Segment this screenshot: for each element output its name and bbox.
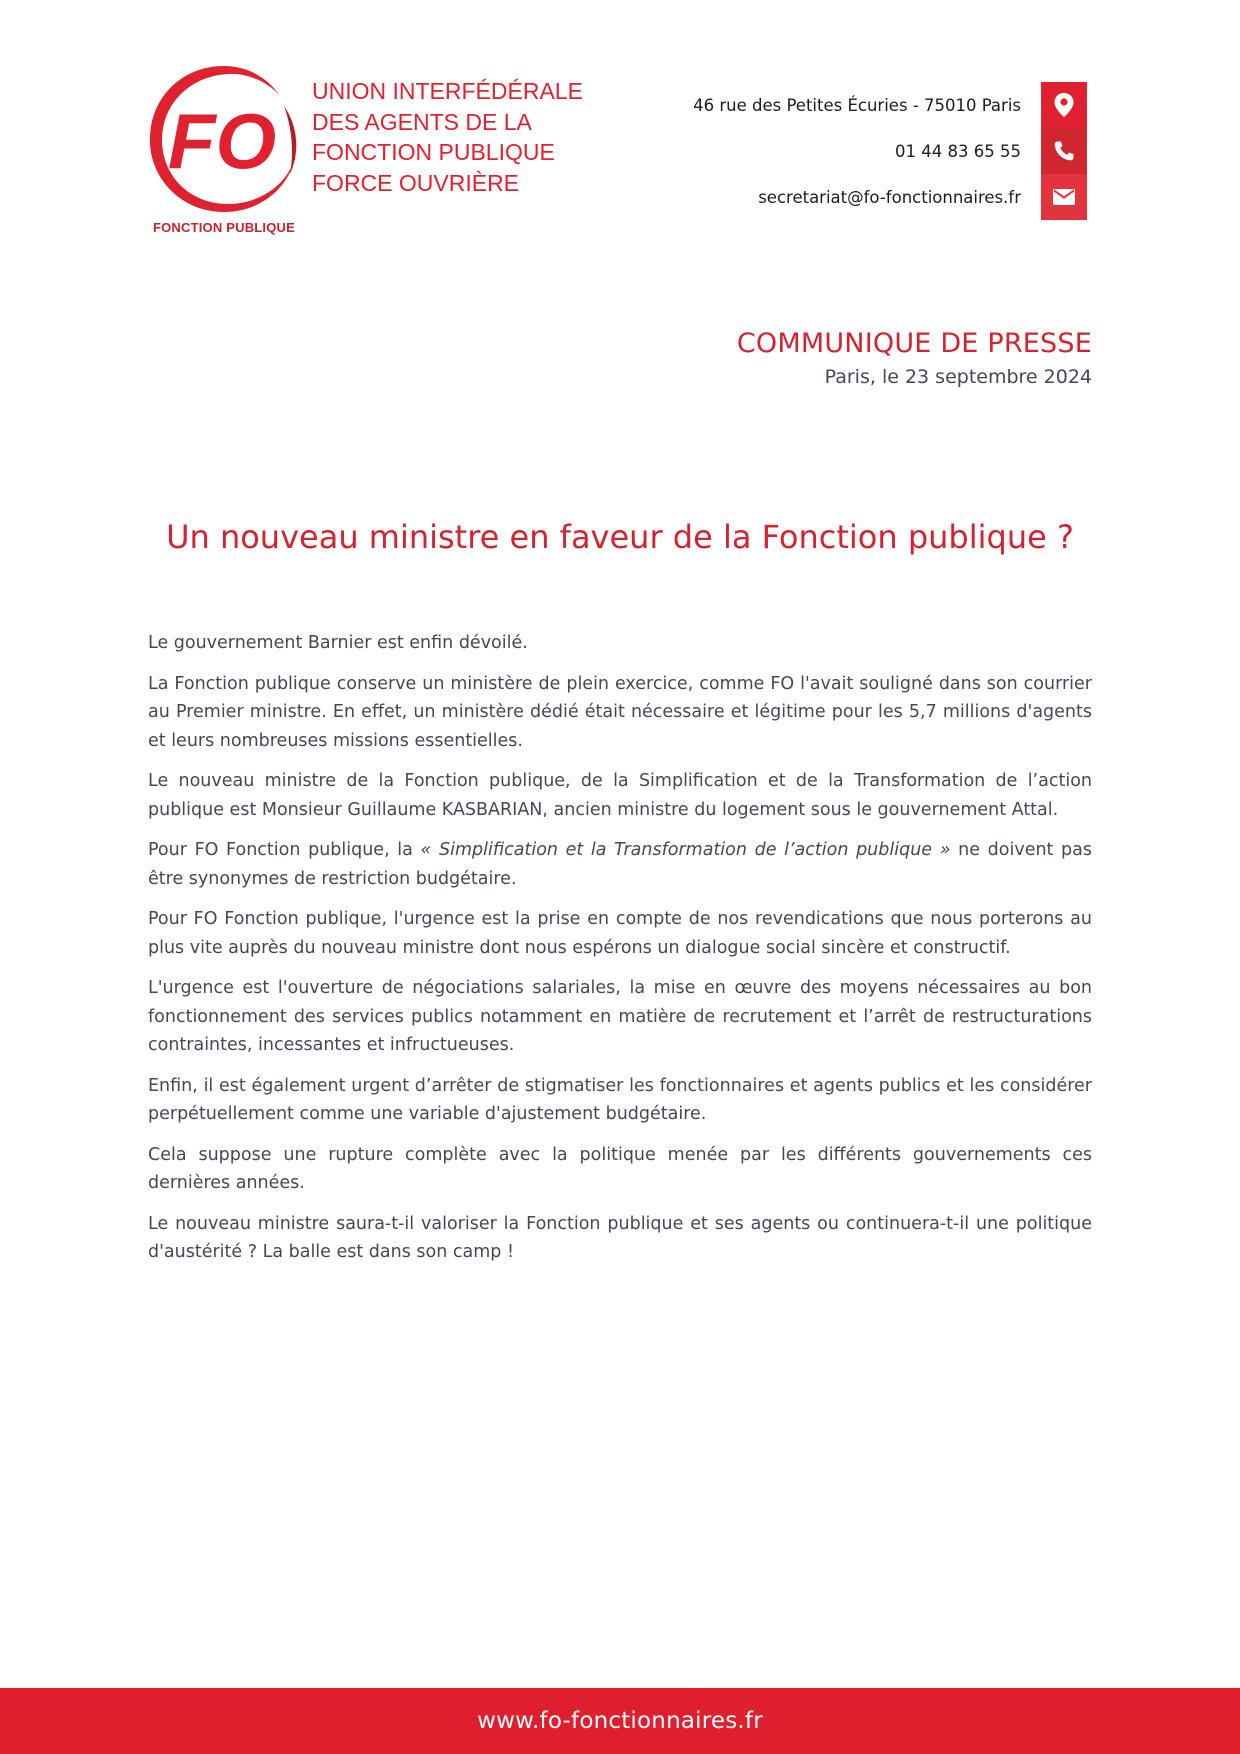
- contact-email[interactable]: secretariat@fo-fonctionnaires.fr: [758, 187, 1021, 207]
- press-release-header: [737, 326, 1092, 392]
- map-pin-icon: [1041, 82, 1087, 128]
- fo-logo-icon: [144, 60, 304, 220]
- paragraph: Pour FO Fonction publique, l'urgence est la prise en compte de nos revendications que nous porterons au plus vite auprès du nouveau ministre dont nous espérons un dialogue social sincère et constructif.: [148, 909, 1092, 958]
- website-link[interactable]: www.fo-fonctionnaires.fr: [477, 1708, 763, 1734]
- headline: Un nouveau ministre en faveur de la Fonction publique ?: [166, 518, 1074, 556]
- paragraph: Le gouvernement Barnier est enfin dévoilé.: [148, 633, 528, 653]
- quoted-ministry-title: « Simplification et la Transformation de l’action publique »: [420, 840, 951, 860]
- org-name-line: DES AGENTS DE LA: [312, 108, 532, 135]
- paragraph-text: ne doivent pas être synonymes de restriction budgétaire.: [148, 840, 1093, 889]
- press-release-title: COMMUNIQUE DE PRESSE: [736, 328, 1092, 359]
- contact-email-row: [567, 174, 1087, 220]
- contact-phone: 01 44 83 65 55: [895, 141, 1021, 161]
- paragraph: Le nouveau ministre saura-t-il valoriser la Fonction publique et ses agents ou continuera-t-il une politique d'austérité ? La balle est dans son camp !: [148, 1213, 1092, 1262]
- paragraph: Enfin, il est également urgent d’arrêter de stigmatiser les fonctionnaires et agents publics et les considérer perpétuellement comme une variable d'ajustement budgétaire.: [148, 1075, 1092, 1124]
- press-release-date: Paris, le 23 septembre 2024: [824, 366, 1092, 388]
- envelope-icon: [1041, 174, 1087, 220]
- paragraph: Cela suppose une rupture complète avec la politique menée par les différents gouvernements ces dernières années.: [148, 1144, 1092, 1193]
- paragraph: Le nouveau ministre de la Fonction publique, de la Simplification et de la Transformation de l’action publique est Monsieur Guillaume KASBARIAN, ancien ministre du logement sous le gouvernement Attal.: [148, 771, 1092, 820]
- phone-icon: [1041, 128, 1087, 174]
- fo-logo: [144, 60, 304, 240]
- fo-logo-letters: FO: [167, 97, 277, 185]
- body-text: [148, 629, 1092, 1279]
- contact-address: 46 rue des Petites Écuries - 75010 Paris: [693, 95, 1021, 115]
- paragraph-text: Pour FO Fonction publique, la: [148, 840, 421, 860]
- org-name-line: FONCTION PUBLIQUE: [312, 139, 555, 165]
- paragraph: La Fonction publique conserve un ministère de plein exercice, comme FO l'avait souligné dans son courrier au Premier ministre. En effet, un ministère dédié était nécessaire et légitime pour les 5,7 millions d'agents et leurs nombreuses missions essentielles.: [148, 673, 1092, 751]
- contact-address-row: [567, 82, 1087, 128]
- contact-block: [567, 82, 1087, 220]
- logo-caption: FONCTION PUBLIQUE: [152, 220, 296, 235]
- paragraph: L'urgence est l'ouverture de négociations salariales, la mise en œuvre des moyens nécessaires au bon fonctionnement des services publics notamment en matière de recrutement et l’arrêt de restructurations contraintes, incessantes et infructueuses.: [148, 978, 1092, 1055]
- paragraph: [148, 836, 1092, 893]
- org-name-line: UNION INTERFÉDÉRALE: [312, 78, 583, 104]
- org-name-line: FORCE OUVRIÈRE: [312, 169, 520, 196]
- contact-phone-row: [567, 128, 1087, 174]
- footer-bar: [0, 1688, 1240, 1754]
